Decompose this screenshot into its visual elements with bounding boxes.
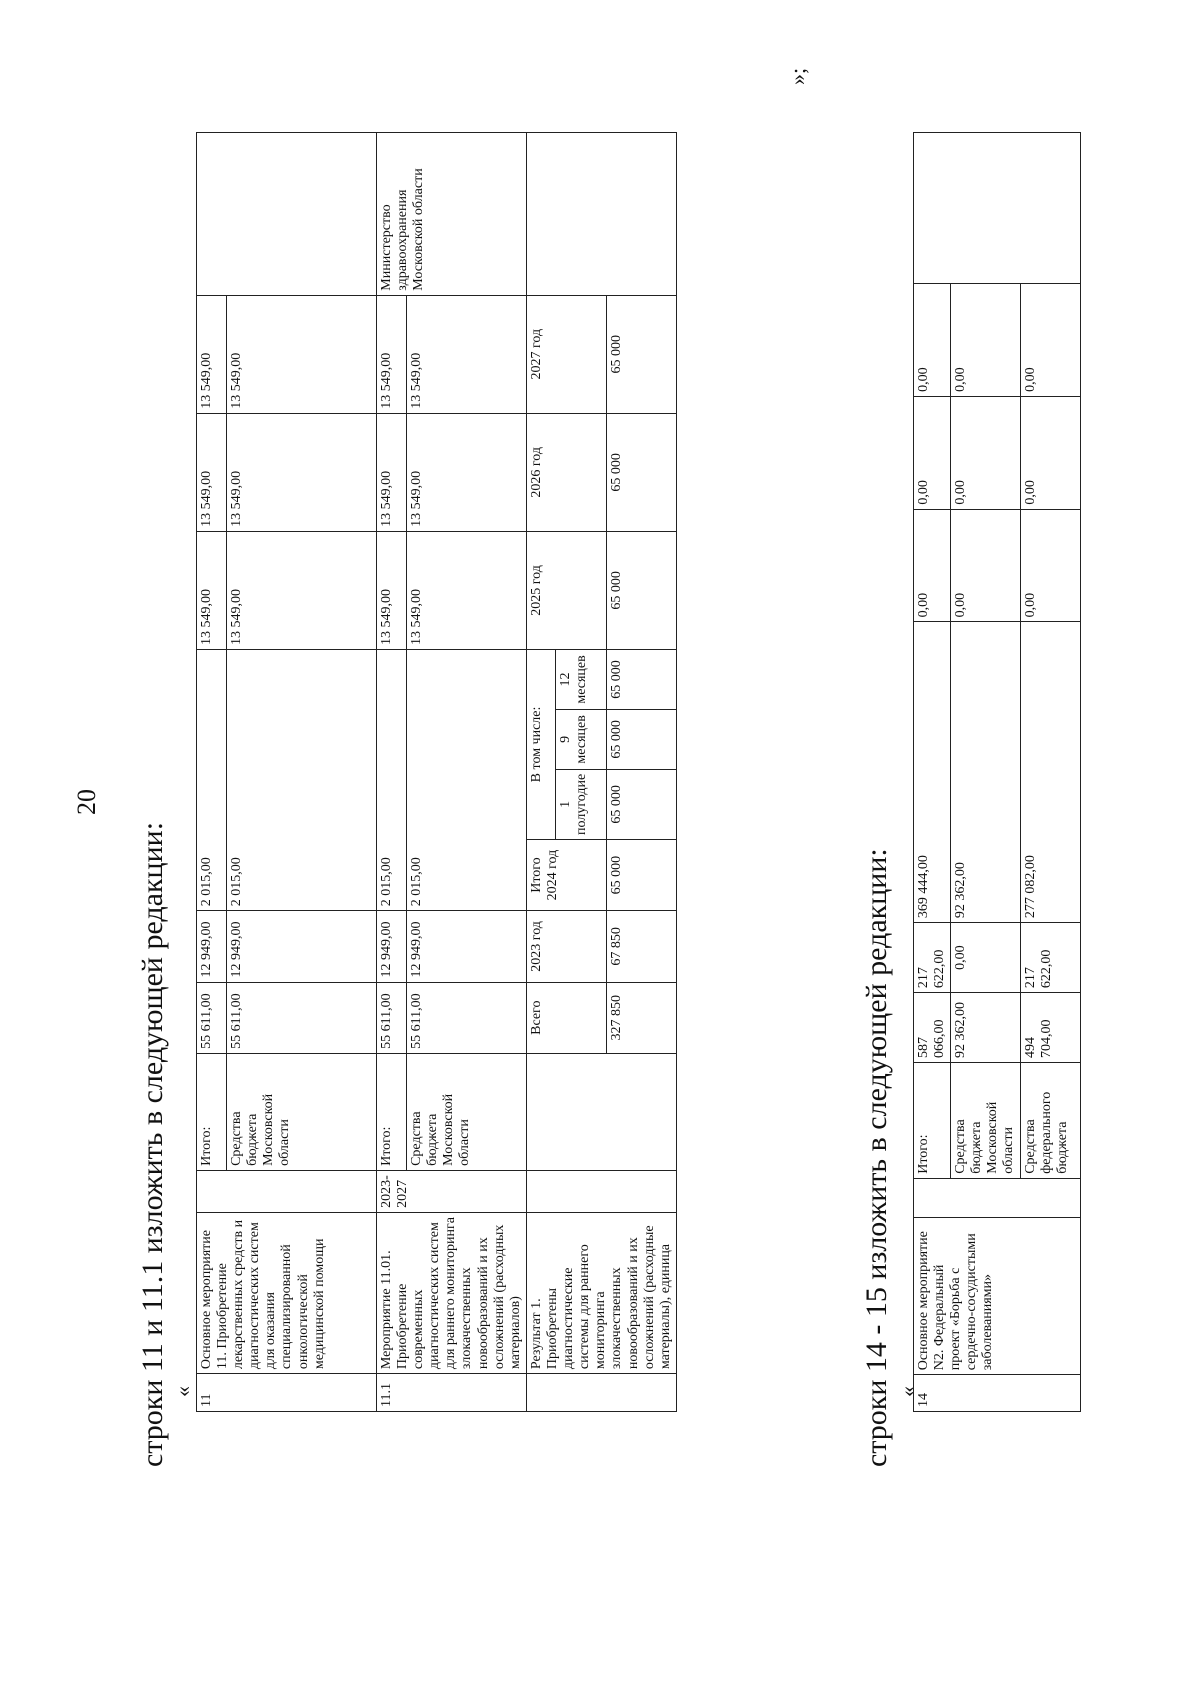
row14-total: 587 066,00 bbox=[914, 993, 951, 1063]
result-v-9m: 65 000 bbox=[606, 709, 676, 769]
row111-2025: 13 549,00 bbox=[377, 531, 407, 649]
row14-fed-total: 494 704,00 bbox=[1020, 993, 1080, 1063]
row11-2024: 2 015,00 bbox=[197, 649, 227, 910]
result-h-12m: 12 месяцев bbox=[555, 649, 606, 709]
table-row bbox=[914, 133, 951, 1412]
result-h-itogo: Итого 2024 год bbox=[527, 839, 607, 910]
result-h-2025: 2025 год bbox=[527, 531, 607, 649]
row14-name: Основное мероприятие N2. Федеральный проект «Борьба с сердечно-сосудистыми заболеваниями» bbox=[914, 1218, 1081, 1375]
row111-budget-2024: 2 015,00 bbox=[407, 649, 527, 910]
row14-mo-2026: 0,00 bbox=[951, 396, 1020, 509]
row111-executor: Министерство здравоохранения Московской области bbox=[377, 133, 527, 296]
row14-fed-2026: 0,00 bbox=[1020, 396, 1080, 509]
row11-budget-2027: 13 549,00 bbox=[227, 295, 377, 413]
row111-2024: 2 015,00 bbox=[377, 649, 407, 910]
row111-budget-2025: 13 549,00 bbox=[407, 531, 527, 649]
row14-fed-2027: 0,00 bbox=[1020, 284, 1080, 397]
result-v-2025: 65 000 bbox=[606, 531, 676, 649]
result-period bbox=[527, 1170, 677, 1212]
section1-heading: строки 11 и 11.1 изложить в следующей редакции: bbox=[136, 821, 169, 1467]
table-row bbox=[377, 133, 407, 1412]
row111-source-budget: Средства бюджета Московской области bbox=[407, 1053, 527, 1170]
row111-budget-2026: 13 549,00 bbox=[407, 413, 527, 531]
row14-2025: 0,00 bbox=[914, 509, 951, 622]
row11-source-budget: Средства бюджета Московской области bbox=[227, 1053, 377, 1170]
result-v-h1: 65 000 bbox=[606, 769, 676, 839]
result-h-2026: 2026 год bbox=[527, 413, 607, 531]
row14-fed-2025: 0,00 bbox=[1020, 509, 1080, 622]
table-row bbox=[527, 133, 556, 1412]
result-v-2026: 65 000 bbox=[606, 413, 676, 531]
result-v-2027: 65 000 bbox=[606, 295, 676, 413]
result-h-9m: 9 месяцев bbox=[555, 709, 606, 769]
row111-budget-2027: 13 549,00 bbox=[407, 295, 527, 413]
row14-fed-2024: 277 082,00 bbox=[1020, 622, 1080, 923]
row14-2023: 217 622,00 bbox=[914, 923, 951, 993]
row14-mo-total: 92 362,00 bbox=[951, 993, 1020, 1063]
row14-mo-2023: 0,00 bbox=[951, 923, 1020, 993]
row11-period bbox=[197, 1170, 377, 1212]
row14-source-mo: Средства бюджета Московской области bbox=[951, 1063, 1020, 1179]
row14-mo-2024: 92 362,00 bbox=[951, 622, 1020, 923]
row14-source-fed: Средства федерального бюджета bbox=[1020, 1063, 1080, 1179]
row11-budget-2025: 13 549,00 bbox=[227, 531, 377, 649]
row11-2027: 13 549,00 bbox=[197, 295, 227, 413]
row111-budget-total: 55 611,00 bbox=[407, 982, 527, 1053]
result-h-total: Всего bbox=[527, 982, 607, 1053]
row11-num: 11 bbox=[197, 1374, 377, 1412]
row14-source-total: Итого: bbox=[914, 1063, 951, 1179]
result-h-incl: В том числе: bbox=[527, 649, 556, 839]
row14-2026: 0,00 bbox=[914, 396, 951, 509]
row11-source-total: Итого: bbox=[197, 1053, 227, 1170]
row14-num: 14 bbox=[914, 1375, 1081, 1412]
row11-budget-total: 55 611,00 bbox=[227, 982, 377, 1053]
row11-executor bbox=[197, 133, 377, 296]
result-v-12m: 65 000 bbox=[606, 649, 676, 709]
row11-budget-2026: 13 549,00 bbox=[227, 413, 377, 531]
table-rows-11 bbox=[196, 132, 677, 1412]
row14-mo-2027: 0,00 bbox=[951, 284, 1020, 397]
section1-close-quote: »; bbox=[785, 67, 810, 85]
row14-fed-2023: 217 622,00 bbox=[1020, 923, 1080, 993]
row11-total: 55 611,00 bbox=[197, 982, 227, 1053]
row14-2024: 369 444,00 bbox=[914, 622, 951, 923]
row111-2023: 12 949,00 bbox=[377, 911, 407, 982]
row11-budget-2023: 12 949,00 bbox=[227, 911, 377, 982]
row14-mo-2025: 0,00 bbox=[951, 509, 1020, 622]
row111-total: 55 611,00 bbox=[377, 982, 407, 1053]
row111-period: 2023-2027 bbox=[377, 1170, 527, 1212]
section1-open-quote: « bbox=[170, 1386, 195, 1397]
section2-open-quote: « bbox=[895, 1386, 920, 1397]
table-rows-14 bbox=[913, 132, 1081, 1412]
page-number: 20 bbox=[72, 789, 101, 815]
row111-source-total: Итого: bbox=[377, 1053, 407, 1170]
result-v-total: 327 850 bbox=[606, 982, 676, 1053]
result-name: Результат 1. Приобретены диагностические системы для раннего мониторинга злокачественных новообразований и их осложнений (расходные материалы), единица bbox=[527, 1212, 677, 1373]
result-v-itogo: 65 000 bbox=[606, 839, 676, 910]
section2-heading: строки 14 - 15 изложить в следующей редакции: bbox=[860, 848, 893, 1467]
result-source bbox=[527, 1053, 677, 1170]
row11-2023: 12 949,00 bbox=[197, 911, 227, 982]
row111-name: Мероприятие 11.01. Приобретение современных диагностических систем для раннего мониторинга злокачественных новообразований и их осложнений (расходных материалов) bbox=[377, 1212, 527, 1373]
row14-period bbox=[914, 1178, 1081, 1217]
row11-name: Основное мероприятие 11. Приобретение лекарственных средств и диагностических систем для оказания специализированной онкологической медицинской помощи bbox=[197, 1212, 377, 1373]
row111-2027: 13 549,00 bbox=[377, 295, 407, 413]
row11-budget-2024: 2 015,00 bbox=[227, 649, 377, 910]
table-row bbox=[197, 133, 227, 1412]
row14-2027: 0,00 bbox=[914, 284, 951, 397]
row11-2026: 13 549,00 bbox=[197, 413, 227, 531]
result-num bbox=[527, 1374, 677, 1412]
row11-2025: 13 549,00 bbox=[197, 531, 227, 649]
result-h-2023: 2023 год bbox=[527, 911, 607, 982]
row111-num: 11.1 bbox=[377, 1374, 527, 1412]
row111-2026: 13 549,00 bbox=[377, 413, 407, 531]
result-h-h1: 1 полугодие bbox=[555, 769, 606, 839]
result-v-2023: 67 850 bbox=[606, 911, 676, 982]
row14-executor bbox=[914, 133, 1081, 284]
result-executor bbox=[527, 133, 677, 296]
row111-budget-2023: 12 949,00 bbox=[407, 911, 527, 982]
result-h-2027: 2027 год bbox=[527, 295, 607, 413]
